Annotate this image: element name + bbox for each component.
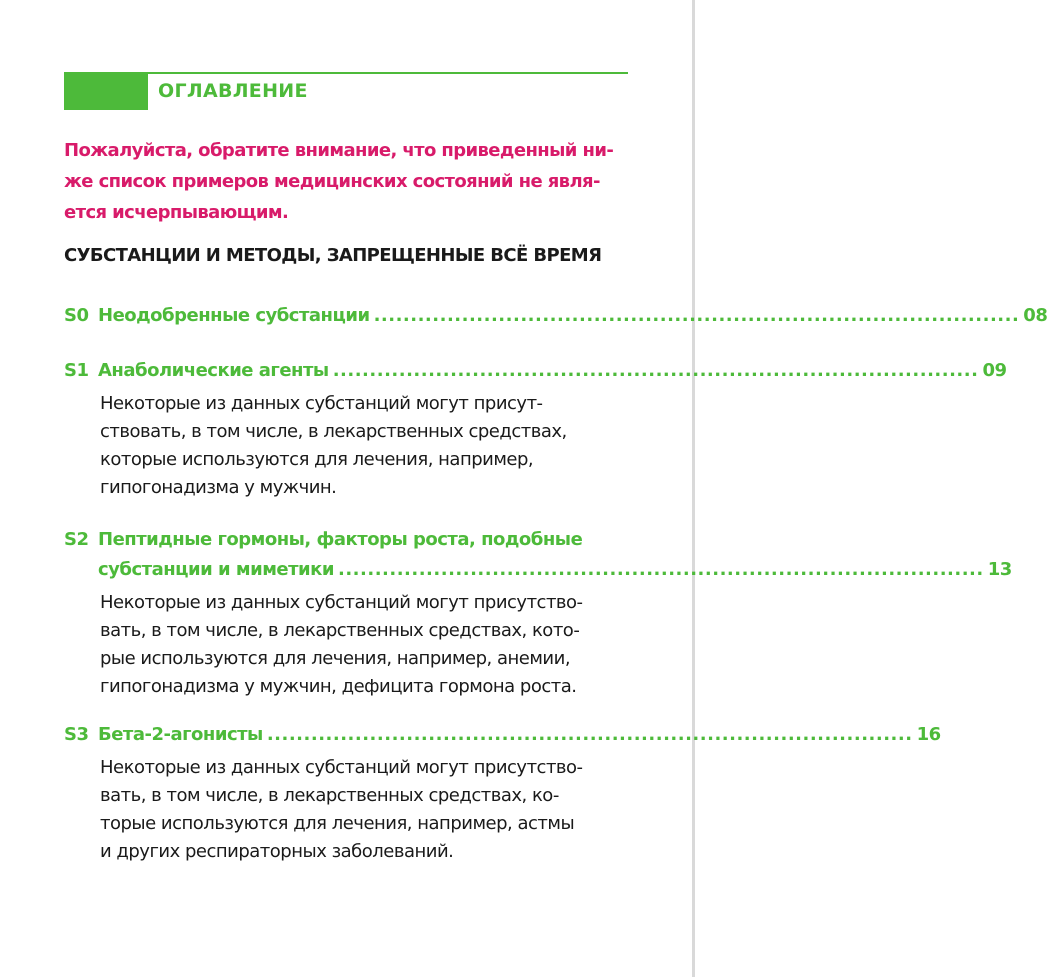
- toc-entry-title: Анаболические агенты: [98, 360, 329, 381]
- description-line: гипогонадизма у мужчин, дефицита гормона роста.: [100, 676, 577, 697]
- toc-leader-dots: ........................................................................................: [266, 724, 913, 745]
- description-line: торые используются для лечения, например, астмы: [100, 813, 575, 834]
- page-edge: [692, 0, 695, 977]
- toc-entry-description: [100, 754, 628, 866]
- description-line: гипогонадизма у мужчин.: [100, 477, 337, 498]
- description-line: рые используются для лечения, например, анемии,: [100, 648, 571, 669]
- toc-entry-title-line: [64, 559, 1012, 589]
- toc-entry-page: 08: [1023, 305, 1047, 326]
- notice-line: ется исчерпывающим.: [64, 202, 289, 223]
- description-line: и других респираторных заболеваний.: [100, 841, 454, 862]
- toc-entry-s3[interactable]: [64, 724, 941, 866]
- header-rule: [64, 72, 628, 74]
- toc-entry-title-line: [64, 360, 1007, 390]
- toc-entry-s0[interactable]: [64, 305, 1047, 335]
- toc-entry-title: Неодобренные субстанции: [98, 305, 370, 326]
- notice-line: Пожалуйста, обратите внимание, что приведенный ни-: [64, 140, 614, 161]
- toc-leader-dots: ........................................................................................: [338, 559, 984, 580]
- page-title: ОГЛАВЛЕНИЕ: [158, 80, 308, 102]
- toc-entry-code: S3: [64, 724, 89, 745]
- description-line: Некоторые из данных субстанций могут присутство-: [100, 592, 583, 613]
- toc-entry-page: 09: [982, 360, 1007, 381]
- toc-entry-title: Пептидные гормоны, факторы роста, подобные: [98, 529, 583, 550]
- description-line: вать, в том числе, в лекарственных средствах, ко-: [100, 785, 559, 806]
- description-line: вать, в том числе, в лекарственных средствах, кото-: [100, 620, 580, 641]
- toc-entry-s1[interactable]: [64, 360, 1007, 502]
- toc-leader-dots: ........................................................................................: [332, 360, 979, 381]
- toc-entry-title: Бета-2-агонисты: [98, 724, 263, 745]
- toc-entry-page: 13: [987, 559, 1012, 580]
- toc-entry-code: S1: [64, 360, 89, 381]
- section-heading: СУБСТАНЦИИ И МЕТОДЫ, ЗАПРЕЩЕННЫЕ ВСЁ ВРЕМЯ: [64, 245, 602, 266]
- description-line: Некоторые из данных субстанций могут присут-: [100, 393, 543, 414]
- toc-entry-title: субстанции и миметики: [98, 559, 334, 580]
- toc-entry-description: [100, 390, 628, 502]
- toc-entry-s2[interactable]: [64, 529, 1012, 701]
- header-accent-block: [64, 74, 148, 110]
- notice-line: же список примеров медицинских состояний не явля-: [64, 171, 600, 192]
- toc-entry-page: 16: [916, 724, 941, 745]
- toc-entry-title-line: [64, 529, 628, 559]
- description-line: ствовать, в том числе, в лекарственных средствах,: [100, 421, 567, 442]
- toc-entry-code: S0: [64, 305, 89, 326]
- description-line: Некоторые из данных субстанций могут присутство-: [100, 757, 583, 778]
- toc-entry-title-line: [64, 724, 941, 754]
- toc-entry-description: [100, 589, 628, 701]
- notice-paragraph: [64, 135, 630, 228]
- toc-entry-code: S2: [64, 529, 89, 550]
- toc-entry-title-line: [64, 305, 1047, 335]
- toc-leader-dots: ........................................................................................: [373, 305, 1020, 326]
- description-line: которые используются для лечения, например,: [100, 449, 534, 470]
